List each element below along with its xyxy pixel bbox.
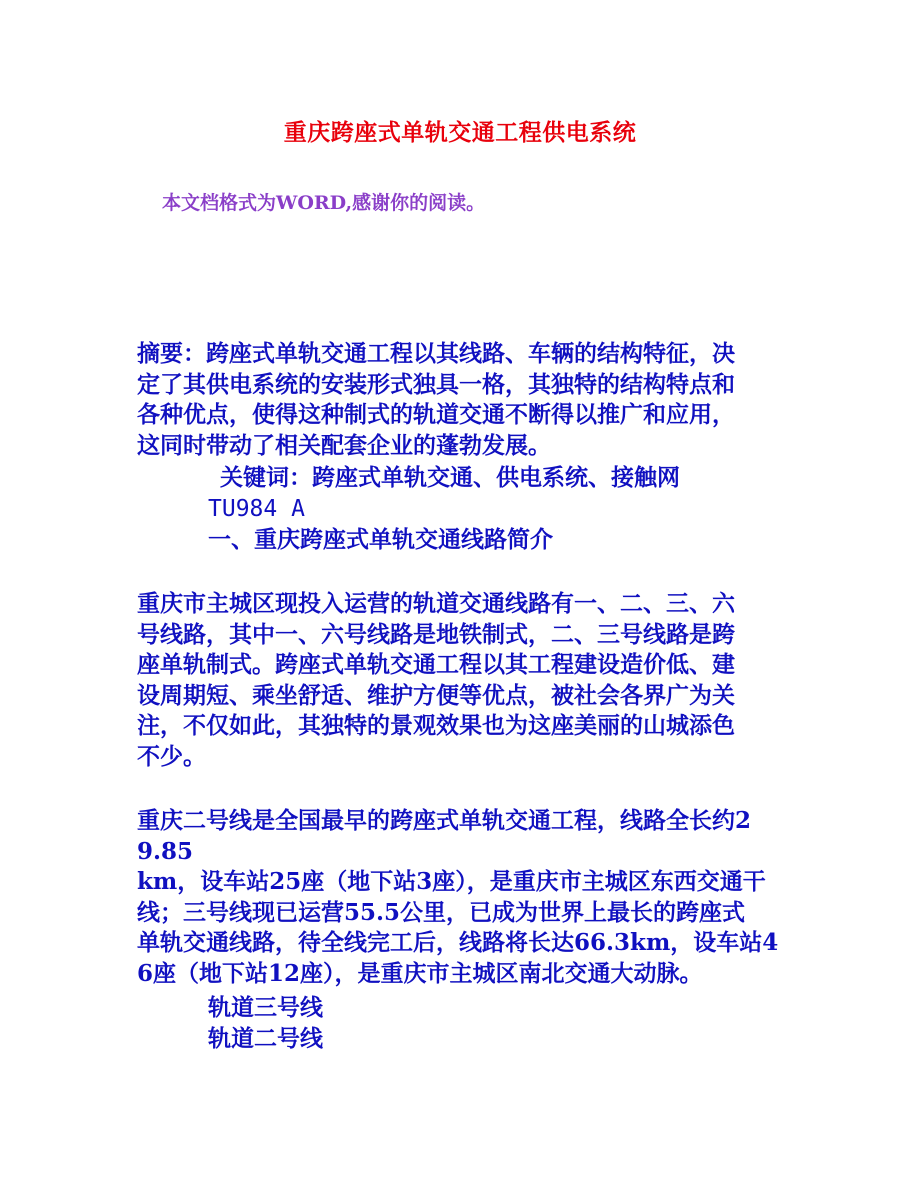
paragraph-line: 9.85 bbox=[137, 837, 194, 865]
paragraph-line: 设周期短、乘坐舒适、维护方便等优点，被社会各界广为关 bbox=[137, 681, 735, 709]
keywords-line: 关键词：跨座式单轨交通、供电系统、接触网 bbox=[220, 464, 680, 491]
abstract-line: 这同时带动了相关配套企业的蓬勃发展。 bbox=[137, 431, 551, 459]
paragraph-line: 号线路，其中一、六号线路是地铁制式，二、三号线路是跨 bbox=[137, 620, 735, 648]
format-note: 本文档格式为WORD,感谢你的阅读。 bbox=[162, 192, 486, 214]
figure-caption-line2: 轨道二号线 bbox=[208, 1025, 323, 1052]
abstract-line: 摘要：跨座式单轨交通工程以其线路、车辆的结构特征，决 bbox=[137, 340, 735, 367]
paragraph-line: 线；三号线现已运营55.5公里，已成为世界上最长的跨座式 bbox=[137, 898, 746, 926]
figure-caption-line3: 轨道三号线 bbox=[208, 994, 323, 1021]
paragraph-intro bbox=[137, 589, 787, 772]
paragraph-line: 不少。 bbox=[137, 742, 206, 770]
paragraph-line: 座单轨制式。跨座式单轨交通工程以其工程建设造价低、建 bbox=[137, 651, 735, 678]
classification-code: TU984 A bbox=[208, 496, 305, 522]
paragraph-line: 6座（地下站12座），是重庆市主城区南北交通大动脉。 bbox=[137, 959, 703, 987]
paragraph-line: 重庆二号线是全国最早的跨座式单轨交通工程，线路全长约2 bbox=[137, 807, 752, 834]
document-title: 重庆跨座式单轨交通工程供电系统 bbox=[283, 119, 637, 146]
section-heading: 一、重庆跨座式单轨交通线路简介 bbox=[208, 526, 553, 553]
abstract-line: 各种优点，使得这种制式的轨道交通不断得以推广和应用， bbox=[137, 401, 735, 428]
paragraph-lines bbox=[137, 806, 787, 989]
paragraph-line: 注，不仅如此，其独特的景观效果也为这座美丽的山城添色 bbox=[137, 712, 735, 739]
paragraph-line: 重庆市主城区现投入运营的轨道交通线路有一、二、三、六 bbox=[137, 590, 735, 617]
abstract-paragraph bbox=[137, 339, 787, 461]
paragraph-line: km，设车站25座（地下站3座），是重庆市主城区东西交通干 bbox=[137, 868, 766, 895]
abstract-line: 定了其供电系统的安装形式独具一格，其独特的结构特点和 bbox=[137, 370, 735, 398]
paragraph-line: 单轨交通线路，待全线完工后，线路将长达66.3km，设车站4 bbox=[137, 929, 779, 956]
